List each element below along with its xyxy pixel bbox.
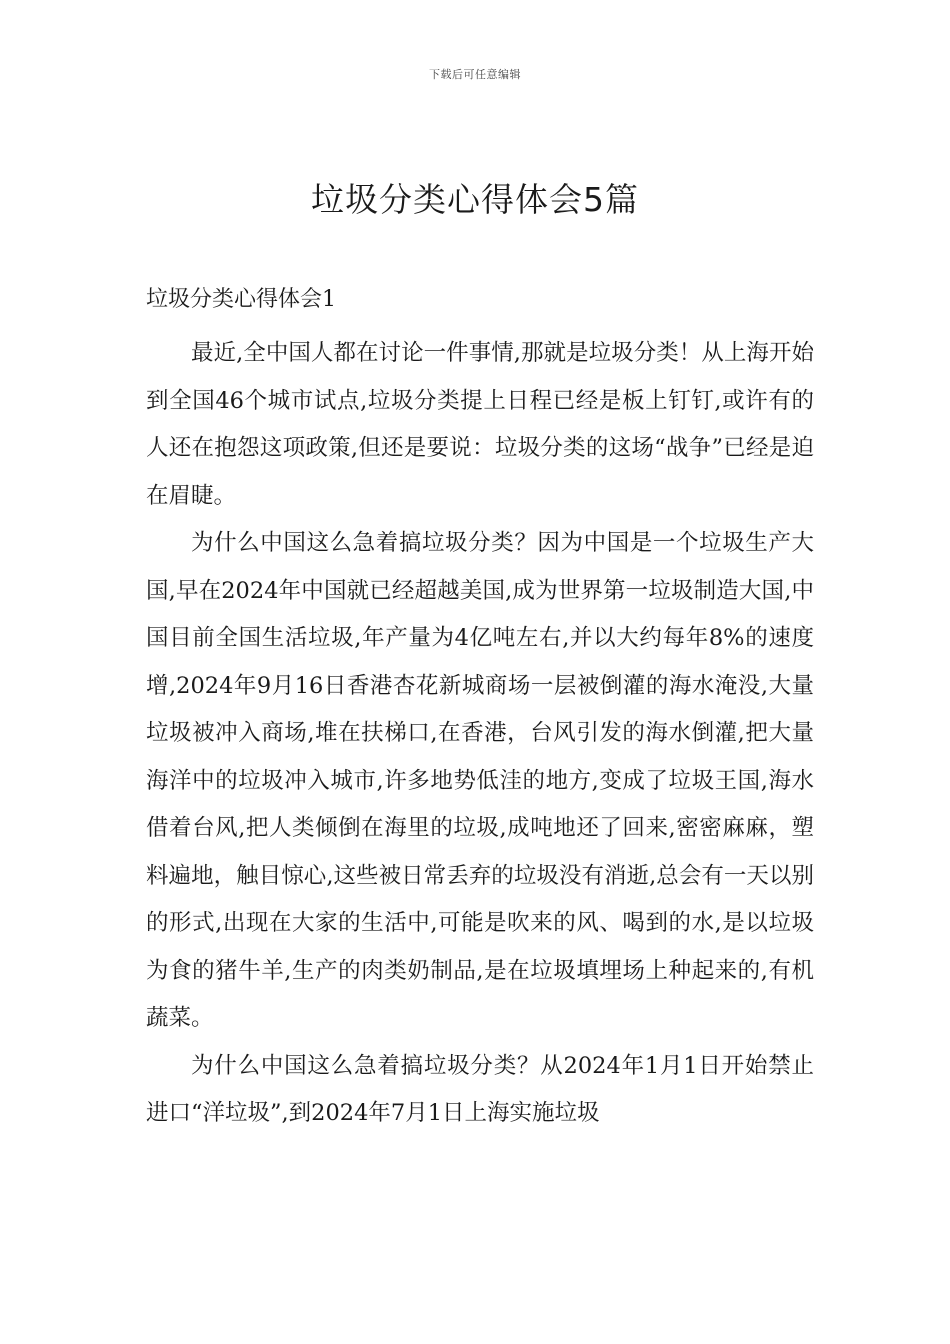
document-title: 垃圾分类心得体会5篇 [311,180,639,219]
paragraph: 为什么中国这么急着搞垃圾分类？因为中国是一个垃圾生产大国,早在2024年中国就已经超越美国,成为世界第一垃圾制造大国,中国目前全国生活垃圾,年产量为4亿吨左右,并以大约每年8%的速度增,2024年9月16日香港杏花新城商场一层被倒灌的海水淹没,大量垃圾被冲入商场,堆在扶梯口,在香港，台风引发的海水倒灌,把大量海洋中的垃圾冲入城市,许多地势低洼的地方,变成了垃圾王国,海水借着台风,把人类倾倒在海里的垃圾,成吨地还了回来,密密麻麻，塑料遍地，触目惊心,这些被日常丢弃的垃圾没有消逝,总会有一天以别的形式,出现在大家的生活中,可能是吹来的风、喝到的水,是以垃圾为食的猪牛羊,生产的肉类奶制品,是在垃圾填埋场上种起来的,有机蔬菜。 [146,530,814,1031]
document-body [146,330,814,1138]
header-note: 下载后可任意编辑 [429,68,521,81]
paragraph: 为什么中国这么急着搞垃圾分类？从2024年1月1日开始禁止进口“洋垃圾”,到2024年7月1日上海实施垃圾 [146,1052,814,1126]
paragraph: 最近,全中国人都在讨论一件事情,那就是垃圾分类！从上海开始到全国46个城市试点,垃圾分类提上日程已经是板上钉钉,或许有的人还在抱怨这项政策,但还是要说：垃圾分类的这场“战争”已经是迫在眉睫。 [146,340,814,509]
section-heading: 垃圾分类心得体会1 [146,287,336,312]
